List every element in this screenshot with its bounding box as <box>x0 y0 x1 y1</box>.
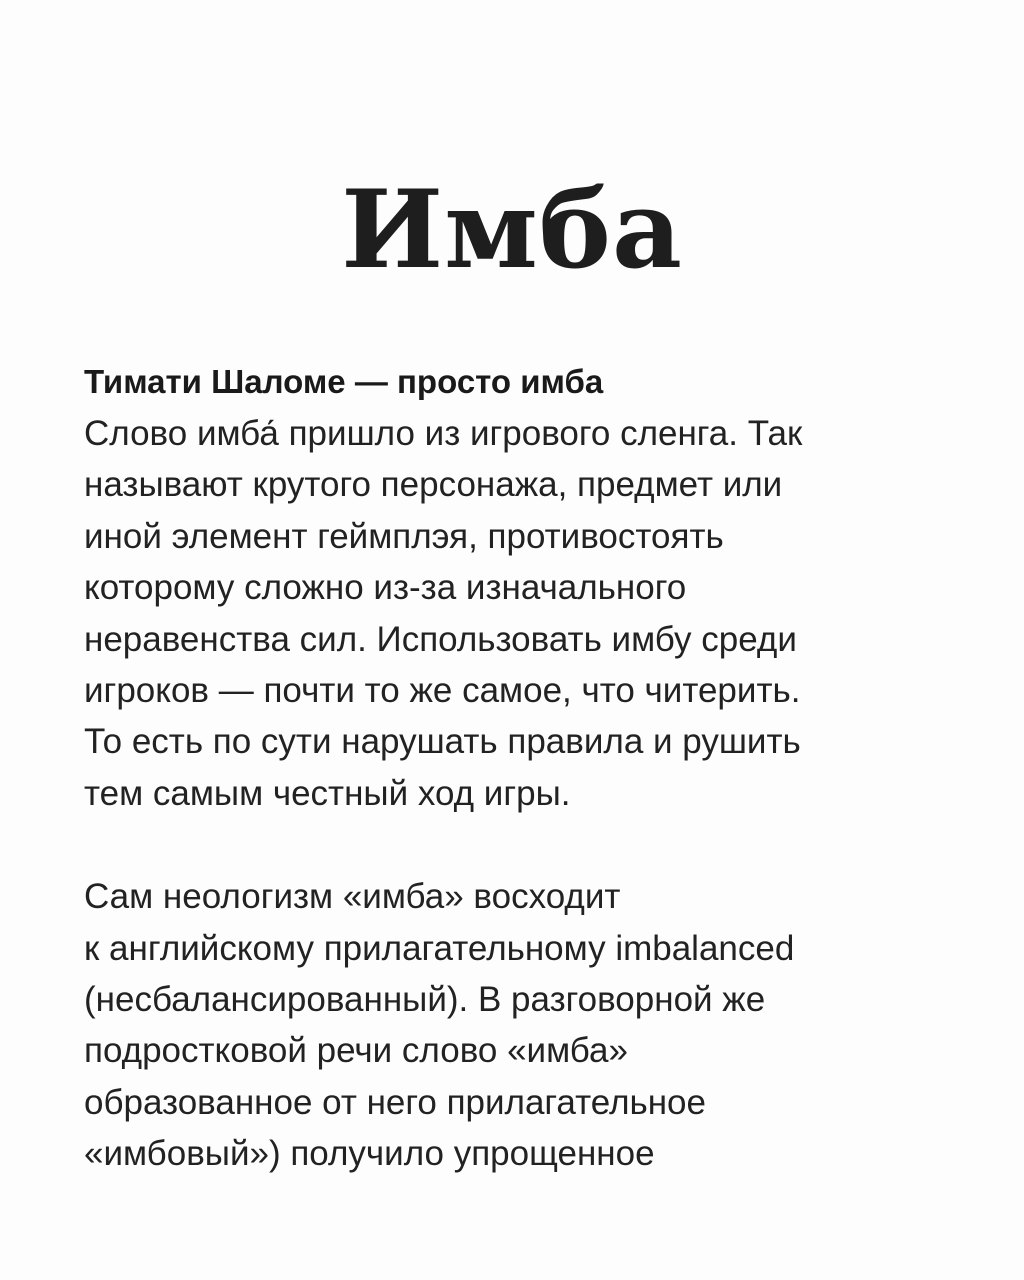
text-line: подростковой речи слово «имба» <box>84 1031 628 1071</box>
paragraph-definition <box>84 408 944 819</box>
article-subtitle: Тимати Шаломе — просто имба <box>84 363 604 400</box>
page-title: Имба <box>341 167 683 293</box>
article-body <box>84 356 944 1180</box>
text-line: неравенства сил. Использовать имбу среди <box>84 619 797 659</box>
text-line: к английскому прилагательному imbalanced <box>84 928 795 968</box>
text-line: Сам неологизм «имба» восходит <box>84 877 621 917</box>
text-line: «имбовый») получило упрощенное <box>84 1134 655 1174</box>
text-line: которому сложно из-за изначального <box>84 568 687 608</box>
text-line: игроков — почти то же самое, что читерить. <box>84 671 801 711</box>
text-line: (несбалансированный). В разговорной же <box>84 980 766 1020</box>
text-line: То есть по сути нарушать правила и рушить <box>84 722 801 762</box>
text-line: тем самым честный ход игры. <box>84 773 571 813</box>
text-line: называют крутого персонажа, предмет или <box>84 465 783 505</box>
paragraph-etymology <box>84 871 944 1179</box>
text-line: Слово имба́ пришло из игрового сленга. Так <box>84 414 803 453</box>
text-line: образованное от него прилагательное <box>84 1082 706 1122</box>
text-line: иной элемент геймплэя, противостоять <box>84 516 724 556</box>
